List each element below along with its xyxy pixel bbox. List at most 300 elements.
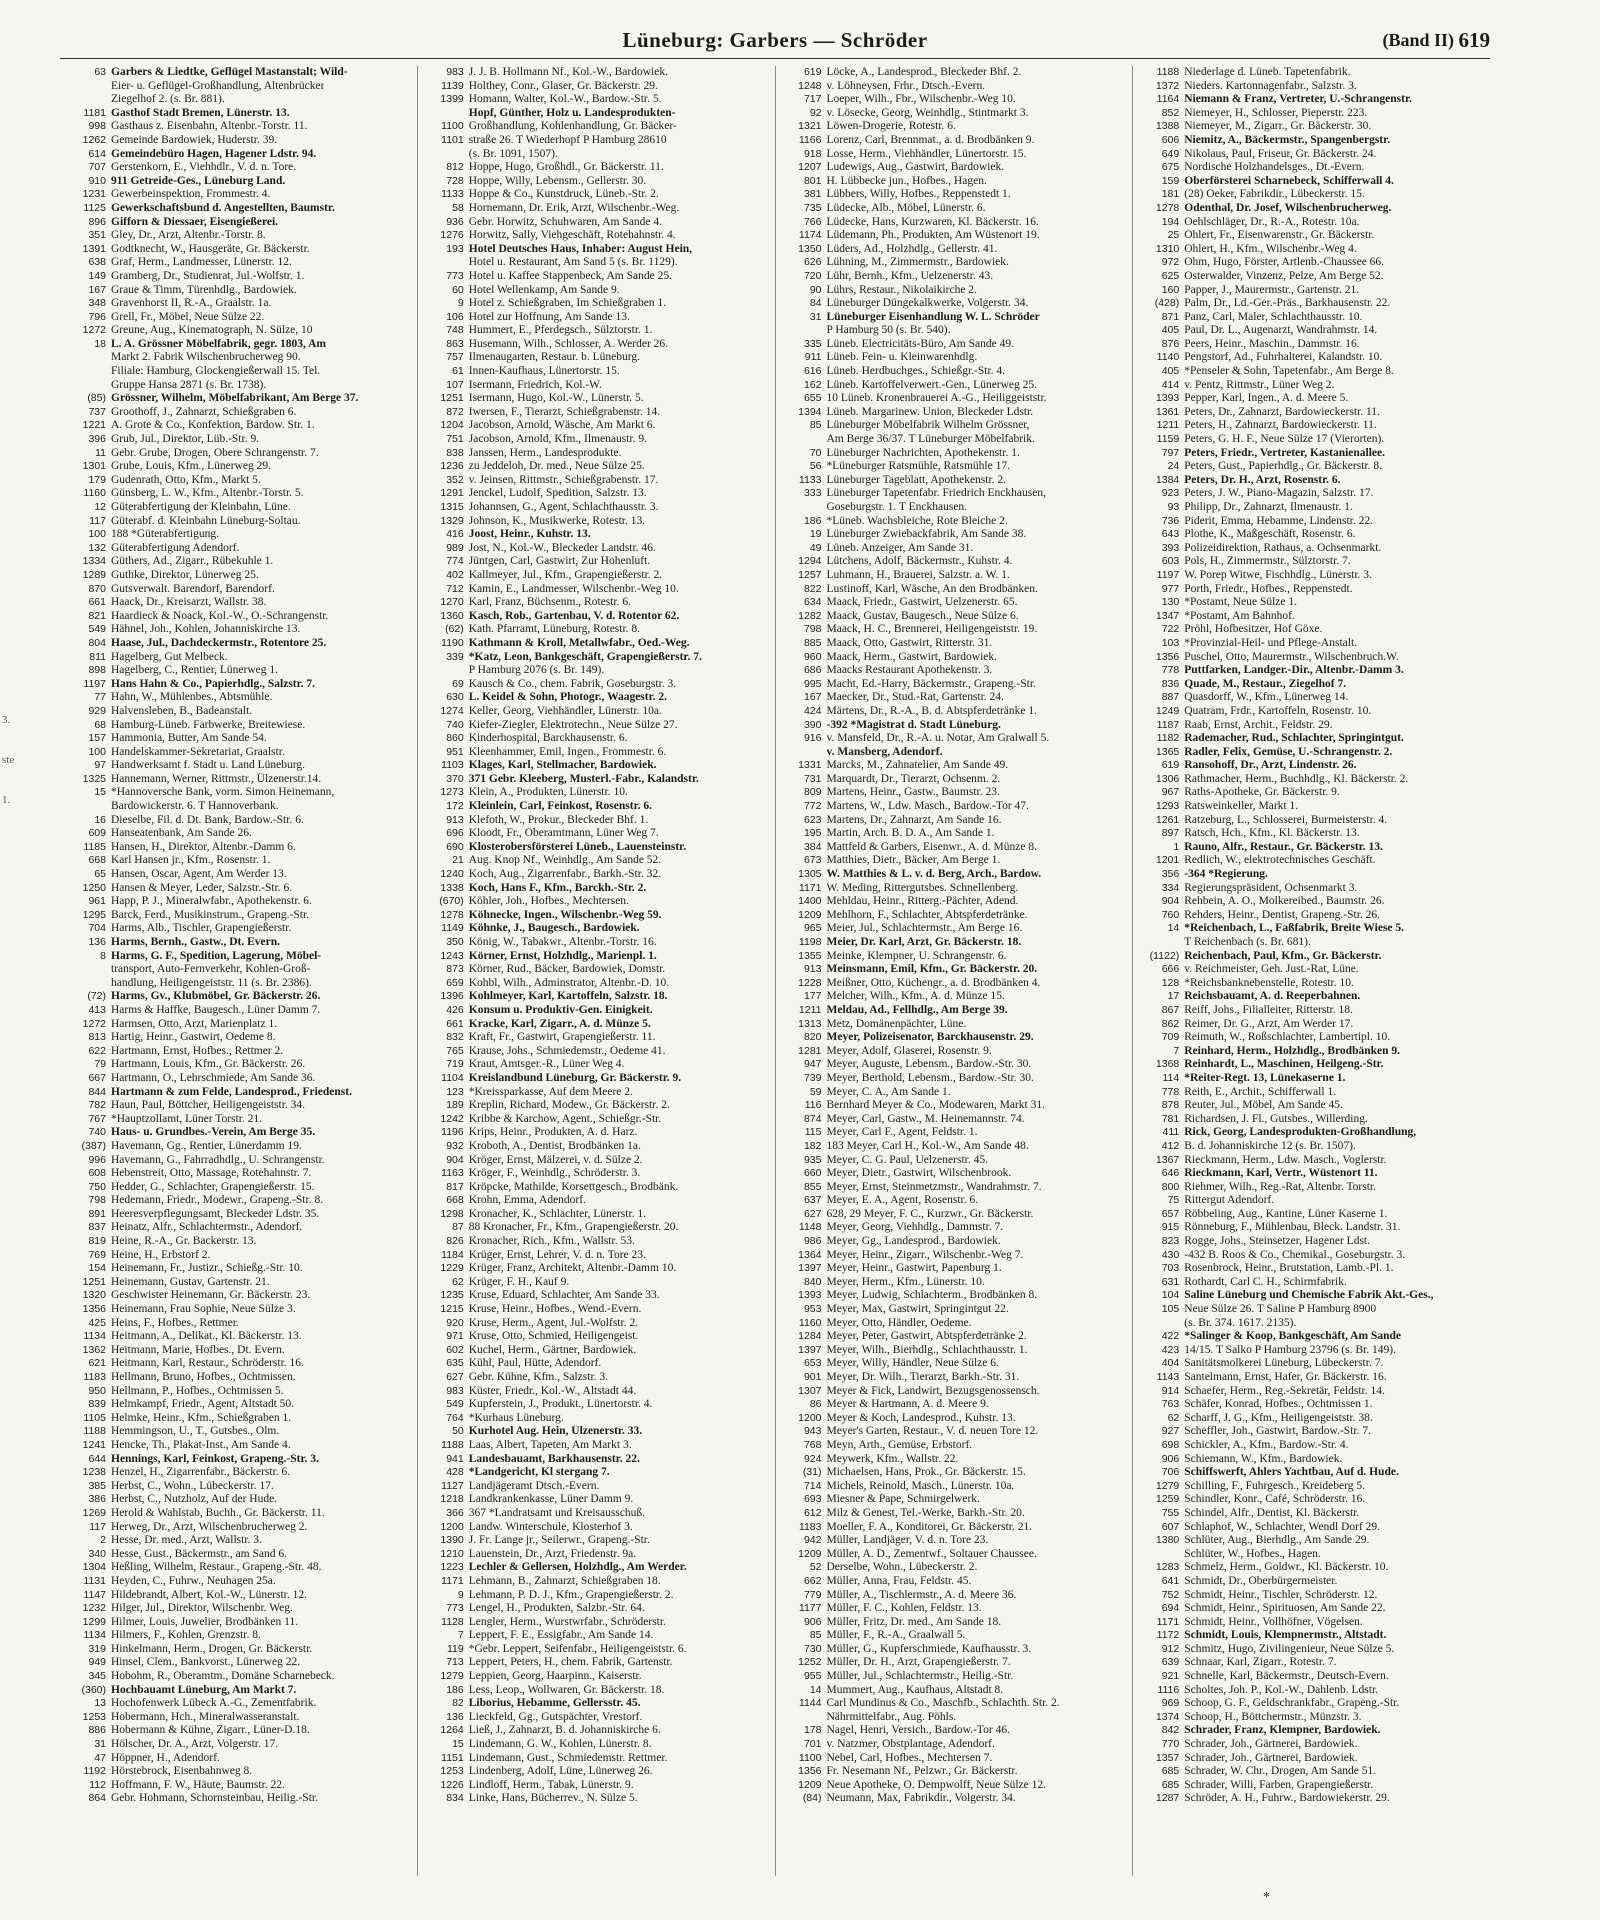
entry-text: Rosenbrock, Heinr., Brutstation, Lamb.-Pl. 1. [1184,1262,1394,1275]
running-title: Lüneburg: Garbers — Schröder [622,28,928,52]
phone-number: 836 [1161,677,1180,690]
phone-number: (31) [802,1466,822,1479]
directory-entry [66,732,411,746]
directory-entry [66,705,411,719]
entry-text: Lüneburger Eisenhandlung W. L. Schröder [826,310,1040,323]
directory-entry [782,827,1127,841]
entry-text: Sanitätsmolkerei Lüneburg, Lübeckerstr. 7. [1184,1357,1384,1370]
directory-entry [1139,433,1484,447]
phone-number: 781 [1161,1112,1180,1125]
directory-entry [782,1453,1127,1467]
directory-column [60,66,418,1876]
phone-number: 1204 [440,419,464,432]
phone-number [1139,1548,1184,1562]
directory-entry [424,1276,769,1290]
entry-text: *Gebr. Leppert, Seifenfabr., Heiligengeiststr. 6. [468,1642,687,1655]
phone-number: 769 [88,1248,106,1261]
directory-entry [66,1453,411,1467]
phone-number: 953 [803,1303,822,1316]
phone-number: 1198 [798,936,822,948]
entry-text: Kiefer-Ziegler, Elektrotechn., Neue Sülze 27. [468,718,678,731]
phone-number: 1273 [440,786,464,799]
entry-text: Gudenrath, Otto, Kfm., Markt 5. [111,473,261,486]
entry-text: L. Keidel & Sohn, Photogr., Waagestr. 2. [468,691,668,704]
phone-number: 1209 [798,908,822,921]
entry-text: Hansen & Meyer, Leder, Salzstr.-Str. 6. [111,881,293,894]
entry-text: Lübbers, Willy, Hofbes., Reppenstedt 1. [826,188,1011,201]
directory-entry [424,814,769,828]
phone-number: 1226 [440,1778,464,1791]
directory-entry [782,922,1127,936]
directory-entry [66,1317,411,1331]
entry-text: Heinemann, Frau Sophie, Neue Sülze 3. [111,1303,296,1316]
entry-text: Müller, Anna, Frau, Feldstr. 45. [826,1574,972,1587]
phone-number: 1372 [1155,79,1180,92]
directory-entry [1139,1752,1484,1766]
phone-number: 862 [1161,1017,1180,1030]
phone-number: 86 [809,1398,822,1411]
entry-text: Märtens, Dr., R.-A., B. d. Abtspferdetränke 1. [826,704,1037,717]
phone-number: 649 [1161,147,1180,160]
phone-number: 972 [1161,256,1180,269]
phone-number: 920 [446,1316,464,1329]
entry-text: Höppner, H., Adendorf. [111,1751,220,1764]
directory-entry [424,1330,769,1344]
entry-text: Schrader, Joh., Gärtnerei, Bardowiek. [1184,1751,1358,1764]
directory-entry [424,936,769,950]
directory-entry [782,66,1127,80]
directory-entry [1139,1031,1484,1045]
entry-text: Markt 2. Fabrik Wilschenbrucherweg 90. [111,351,301,364]
directory-entry [424,297,769,311]
entry-text: Meldau, Ad., Fellhdlg., Am Berge 39. [826,1003,1008,1016]
directory-entry [1139,419,1484,433]
directory-entry [782,406,1127,420]
directory-entry [66,583,411,597]
directory-entry [424,501,769,515]
entry-text: Meyer's Garten, Restaur., V. d. neuen Tore 12. [826,1425,1039,1438]
directory-entry [782,786,1127,800]
entry-text: Schmidt, Heinr., Vollhöfner, Vögelsen. [1184,1615,1363,1628]
phone-number: 1400 [798,895,822,908]
entry-text: Reinhardt, L., Maschinen, Heilgeng.-Str. [1184,1058,1384,1071]
entry-text: Marcks, M., Zahnatelier, Am Sande 49. [826,759,1009,772]
entry-text: Kohlmeyer, Karl, Kartoffeln, Salzstr. 18. [468,990,668,1003]
entry-text: Polizeidirektion, Rathaus, a. Ochsenmarkt. [1184,541,1382,554]
directory-entry [424,1004,769,1018]
directory-entry [424,202,769,216]
header-rule [60,58,1490,59]
entry-text: Lustinoff, Karl, Wäsche, An den Brodbänken. [826,582,1038,595]
phone-number: 19 [809,528,822,541]
entry-text: Kasch, Rob., Gartenbau, V. d. Rotentor 62. [468,609,680,622]
directory-entry [782,229,1127,243]
entry-text: Paul, Dr. L., Augenarzt, Wandrahmstr. 14. [1184,324,1378,337]
directory-entry [1139,841,1484,855]
phone-number: 921 [1161,1670,1180,1683]
directory-entry [782,351,1127,365]
phone-number: 603 [1161,555,1180,568]
entry-text: Meyer, Polizeisenator, Barckhausenstr. 29. [826,1031,1034,1044]
directory-entry [424,1194,769,1208]
phone-number: 58 [452,201,464,214]
phone-number: 75 [1167,1194,1180,1207]
entry-text: Oehlschläger, Dr., R.-A., Rotestr. 10a. [1184,215,1360,228]
entry-text: Lüneb. Electricitäts-Büro, Am Sande 49. [826,337,1014,350]
directory-entry [782,1276,1127,1290]
entry-text: Kurhotel Aug. Hein, Ülzenerstr. 33. [468,1425,643,1438]
phone-number: 1380 [1155,1534,1180,1547]
phone-number: 128 [1161,976,1180,989]
phone-number: 92 [809,106,822,119]
directory-entry [424,1235,769,1249]
directory-entry [66,1643,411,1657]
entry-text: Lüneburger Tageblatt, Apothekenstr. 2. [826,473,1007,486]
entry-text: Janssen, Herm., Landesprodukte. [468,446,622,459]
entry-text: Klages, Karl, Stellmacher, Bardowiek. [468,759,657,772]
phone-number: 1133 [798,473,822,486]
phone-number: 87 [452,1221,464,1234]
phone-number [782,1711,827,1725]
phone-number: 7 [1173,1044,1180,1057]
phone-number: 800 [1161,1180,1180,1193]
entry-text: Harms, G. F., Spedition, Lagerung, Möbel- [111,949,322,962]
entry-text: Palm, Dr., Ld.-Ger.-Präs., Barkhausenstr. 22. [1184,297,1391,310]
entry-text: Laas, Albert, Tapeten, Am Markt 3. [468,1438,632,1451]
entry-text: Nagel, Henri, Versich., Bardow.-Tor 46. [826,1724,1010,1737]
directory-entry [424,379,769,393]
directory-entry [424,1616,769,1630]
entry-text: Peters, Dr., Zahnarzt, Bardowieckerstr. 11. [1184,405,1380,418]
directory-entry [782,338,1127,352]
entry-text: Kronacher, K., Schlachter, Lünerstr. 1. [468,1207,647,1220]
phone-number: 1140 [1156,351,1180,364]
entry-text: Oberförsterei Scharnebeck, Schifferwall 4. [1184,174,1394,187]
phone-number: 751 [446,433,464,446]
directory-entry [66,1629,411,1643]
phone-number: 811 [89,650,106,663]
phone-number: 82 [452,1697,464,1710]
phone-number: 149 [88,269,106,282]
entry-text: Pols, H., Zimmermstr., Sülztorstr. 7. [1184,555,1351,568]
phone-number: 685 [1161,1778,1180,1791]
entry-text: Pröhl, Hofbesitzer, Hof Göxe. [1184,623,1323,636]
directory-entry [1139,1221,1484,1235]
phone-number: 673 [803,854,822,867]
directory-entry [782,814,1127,828]
directory-entry [782,311,1127,325]
phone-number: 1287 [1155,1792,1180,1805]
entry-text: Jenckel, Ludolf, Spedition, Salzstr. 13. [468,487,647,500]
directory-entry [1139,1194,1484,1208]
directory-entry [424,365,769,379]
phone-number: 1238 [82,1466,106,1479]
directory-entry [1139,1439,1484,1453]
entry-text: Meier, Jul., Schlachtermstr., Am Berge 16. [826,922,1023,935]
entry-text: Meyer, Wilh., Bierhdlg., Schlachthausstr. 1. [826,1343,1028,1356]
entry-text: Meißner, Otto, Küchengr., a. d. Brodbänken 4. [826,976,1041,989]
phone-number: 115 [804,1126,822,1139]
directory-entry [66,406,411,420]
entry-text: Gruppe Hansa 2871 (s. Br. 1738). [111,378,267,391]
margin-mark: ste [2,754,15,766]
directory-entry [1139,1371,1484,1385]
phone-number: 402 [446,568,464,581]
entry-text: Gebr. Horwitz, Schuhwaren, Am Sande 4. [468,215,662,228]
entry-continuation [1139,936,1484,950]
directory-entry [782,841,1127,855]
directory-entry [1139,1670,1484,1684]
directory-entry [66,1058,411,1072]
directory-entry [1139,1235,1484,1249]
entry-text: Lindenberg, Adolf, Lüne, Lünerweg 26. [468,1765,653,1778]
directory-entry [424,392,769,406]
directory-entry [66,868,411,882]
directory-entry [1139,882,1484,896]
entry-text: Lüneburger Zwiebackfabrik, Am Sande 38. [826,528,1027,541]
phone-number: (360) [81,1683,106,1696]
entry-text: Maack, Otto, Gastwirt, Ritterstr. 31. [826,636,993,649]
phone-number: 731 [803,772,822,785]
directory-entry [782,487,1127,501]
phone-number: 70 [809,446,822,459]
directory-entry [782,202,1127,216]
phone-number: 867 [1161,1003,1180,1016]
entry-text: Ratzeburg, L., Schlosserei, Burmeisterstr. 4. [1184,813,1388,826]
phone-number: 653 [803,1357,822,1370]
entry-text: Hellmann, Bruno, Hofbes., Ochtmissen. [111,1371,296,1383]
directory-entry [66,1154,411,1168]
entry-text: Schrader, W. Chr., Drogen, Am Sande 51. [1184,1765,1377,1778]
directory-entry [424,555,769,569]
directory-entry [424,786,769,800]
phone-number: 960 [803,650,822,663]
phone-number: 1350 [798,242,822,255]
entry-text: Isermann, Friedrich, Kol.-W. [468,378,602,391]
phone-number: 983 [446,1384,464,1397]
phone-number: 396 [88,433,106,446]
directory-entry [782,909,1127,923]
entry-text: Meyer & Fick, Landwirt, Bezugsgenossensch. [826,1384,1040,1397]
directory-entry [782,1126,1127,1140]
entry-text: Osterwalder, Vinzenz, Pelze, Am Berge 52. [1184,269,1384,282]
entry-text: Halvensleben, B., Badeanstalt. [111,704,253,717]
phone-number: 195 [803,827,822,840]
phone-number: 1231 [82,188,106,201]
directory-entry [424,406,769,420]
phone-number: 1235 [440,1289,464,1302]
phone-number: 1390 [440,1534,464,1547]
phone-number: 50 [452,1425,464,1438]
entry-text: Graf, Herm., Landmesser, Lünerstr. 12. [111,256,292,269]
phone-number: 885 [803,636,822,649]
entry-continuation [424,107,769,121]
phone-number: 1172 [1156,1629,1180,1642]
directory-entry [782,284,1127,298]
entry-text: -364 *Regierung. [1184,868,1268,881]
entry-text: Hemmingson, U., T., Gutsbes., Olm. [111,1425,280,1438]
phone-number: 886 [88,1724,106,1737]
phone-number: 1388 [1155,120,1180,133]
entry-text: Rönneburg, F., Mühlenbau, Bleck. Landstr. 31. [1184,1221,1401,1234]
phone-number: 764 [446,1411,464,1424]
phone-number: 941 [446,1452,464,1465]
entry-text: Kribbe & Karchow, Agent., Schießgr.-Str. [468,1112,662,1125]
phone-number: 661 [446,1017,464,1030]
entry-text: Eier- u. Geflügel-Großhandlung, Altenbrücker [111,79,325,92]
entry-text: Rothardt, Carl C. H., Schirmfabrik. [1184,1275,1347,1288]
directory-entry [424,868,769,882]
entry-text: Martens, Dr., Zahnarzt, Am Sande 16. [826,813,1002,826]
entry-text: Krüger, F. H., Kauf 9. [468,1275,570,1288]
directory-entry [66,1167,411,1181]
phone-number: 1100 [798,1751,822,1764]
entry-continuation [782,501,1127,515]
phone-number: 157 [88,732,106,745]
directory-entry [782,1792,1127,1806]
directory-entry [1139,501,1484,515]
entry-text: Müller, Jul., Schlachtermstr., Heilig.-Str. [826,1670,1014,1683]
directory-entry [1139,691,1484,705]
entry-text: Lengler, Herm., Wurstwrfabr., Schröderstr. [468,1615,666,1628]
entry-text: Lindemann, Gust., Schmiedemstr. Rettmer. [468,1751,668,1764]
phone-number: 752 [1161,1588,1180,1601]
entry-text: Leppert, Peters, H., chem. Fabrik, Gartenstr. [468,1656,673,1669]
entry-text: Röbbeling, Aug., Kantine, Lüner Kaserne 1. [1184,1207,1388,1220]
phone-number: 757 [446,351,464,364]
entry-text: Güthers, Ad., Zigarr., Rübekuhle 1. [111,555,274,568]
phone-number: 765 [446,1044,464,1057]
directory-entry [66,1113,411,1127]
entry-text: Havemann, G., Fahrradhdlg., U. Schrangenstr. [111,1153,325,1166]
phone-number [424,664,469,678]
entry-text: Schnelle, Karl, Bäckermstr., Deutsch-Evern. [1184,1670,1389,1683]
entry-text: v. Reichmeister, Geh. Just.-Rat, Lüne. [1184,963,1359,976]
phone-number: 1210 [440,1547,464,1560]
entry-text: Schilling, F., Fuhrgesch., Kreideberg 5. [1184,1479,1365,1492]
entry-text: Heeresverpflegungsamt, Bleckeder Ldstr. 35. [111,1207,320,1220]
directory-entry [66,501,411,515]
directory-entry [424,1453,769,1467]
entry-text: Schindel, Alfr., Dentist, Kl. Bäckerstr. [1184,1506,1360,1519]
phone-number: 896 [88,215,106,228]
phone-number: 1242 [440,1112,464,1125]
phone-number: 103 [1161,636,1180,649]
directory-entry [1139,1521,1484,1535]
directory-entry [782,678,1127,692]
phone-number: 812 [446,161,464,174]
entry-text: 628, 29 Meyer, F. C., Kurzwr., Gr. Bäckerstr. [826,1207,1034,1220]
phone-number: 62 [1167,1411,1180,1424]
directory-entry [424,324,769,338]
entry-text: Meyer & Koch, Landesprod., Kuhstr. 13. [826,1411,1016,1424]
phone-number: 797 [1161,446,1180,459]
directory-entry [424,1439,769,1453]
entry-text: Macht, Ed.-Harry, Bäckermstr., Grapeng.-Str. [826,677,1036,690]
entry-text: Santelmann, Ernst, Hafer, Gr. Bäckerstr. 16. [1184,1371,1387,1383]
phone-number: 56 [809,460,822,473]
entry-text: Ratsch, Hch., Kfm., Kl. Bäckerstr. 13. [1184,827,1360,840]
entry-text: Maack, Gustav, Baugesch., Neue Sülze 6. [826,609,1019,622]
entry-text: Innen-Kaufhaus, Lünertorstr. 15. [468,365,620,378]
directory-entry [782,528,1127,542]
phone-number: 178 [803,1724,822,1737]
directory-entry [782,1249,1127,1263]
phone-number: 627 [446,1371,464,1383]
entry-text: Mummert, Aug., Kaufhaus, Altstadt 8. [826,1683,1004,1696]
entry-text: Dieselbe, Fil. d. Dt. Bank, Bardow.-Str. 6. [111,813,304,826]
phone-number: 1190 [441,636,464,649]
phone-number: 1127 [441,1479,464,1492]
phone-number: 428 [446,1466,464,1479]
phone-number: 104 [1161,1289,1180,1302]
entry-text: Koch, Aug., Zigarrenfabr., Barkh.-Str. 32. [468,868,662,881]
phone-number: 1228 [798,976,822,989]
phone-number: 340 [88,1547,106,1560]
phone-number: 608 [88,1167,106,1180]
phone-number: 386 [88,1493,106,1506]
phone-number: 874 [803,1112,822,1125]
entry-text: Nährmittelfabr., Aug. Pöhls. [826,1710,957,1723]
entry-text: W. Matthies & L. v. d. Berg, Arch., Bardow. [826,868,1042,881]
directory-entry [782,664,1127,678]
entry-text: Homann, Walter, Kol.-W., Bardow.-Str. 5. [468,93,662,106]
directory-entry [66,773,411,787]
phone-number: 1159 [1156,433,1180,446]
entry-text: Hummert, E., Pferdegsch., Sülztorstr. 1. [468,324,653,337]
entry-text: Leppert, F. E., Essigfabr., Am Sande 14. [468,1629,654,1642]
phone-number: 1283 [1155,1561,1180,1574]
directory-entry [1139,909,1484,923]
directory-entry [66,1276,411,1290]
entry-text: Niemeyer, H., Schlosser, Pieperstr. 223. [1184,106,1368,119]
phone-number: 1272 [82,324,106,337]
directory-entry [782,1684,1127,1698]
phone-number: 913 [803,963,822,976]
directory-entry [424,134,769,148]
entry-text: Lüneburger Düngekalkwerke, Volgerstr. 34. [826,297,1029,310]
phone-number: 842 [1161,1724,1180,1737]
phone-number: 1163 [441,1167,464,1180]
directory-entry [1139,297,1484,311]
entry-text: Redlich, W., elektrotechnisches Geschäft. [1184,854,1376,867]
entry-text: Johannsen, G., Agent, Schlachthausstr. 3. [468,501,659,513]
entry-text: Hagelberg, C., Rentier, Lünerweg 1. [111,664,278,677]
entry-text: Hobermann, Hch., Mineralwasseranstalt. [111,1710,300,1723]
directory-entry [66,1466,411,1480]
directory-entry [66,691,411,705]
directory-entry [782,773,1127,787]
directory-entry [66,1724,411,1738]
phone-number: 1293 [1155,800,1180,813]
phone-number: 995 [803,677,822,690]
phone-number: 1284 [798,1330,822,1343]
entry-text: Lütchens, Adolf, Bäckermstr., Kuhstr. 4. [826,555,1013,568]
phone-number: 1356 [82,1303,106,1316]
directory-entry [66,1412,411,1426]
phone-number: 1299 [82,1615,106,1628]
directory-entry [782,1398,1127,1412]
directory-entry [782,854,1127,868]
phone-number: 1329 [440,514,464,527]
directory-entry [782,1194,1127,1208]
directory-entry [782,1765,1127,1779]
entry-text: Meyer, Max, Gastwirt, Springintgut 22. [826,1303,1009,1316]
directory-entry [424,1045,769,1059]
phone-number: 924 [803,1452,822,1465]
phone-number: 352 [446,473,464,486]
phone-number: 105 [1161,1303,1180,1316]
